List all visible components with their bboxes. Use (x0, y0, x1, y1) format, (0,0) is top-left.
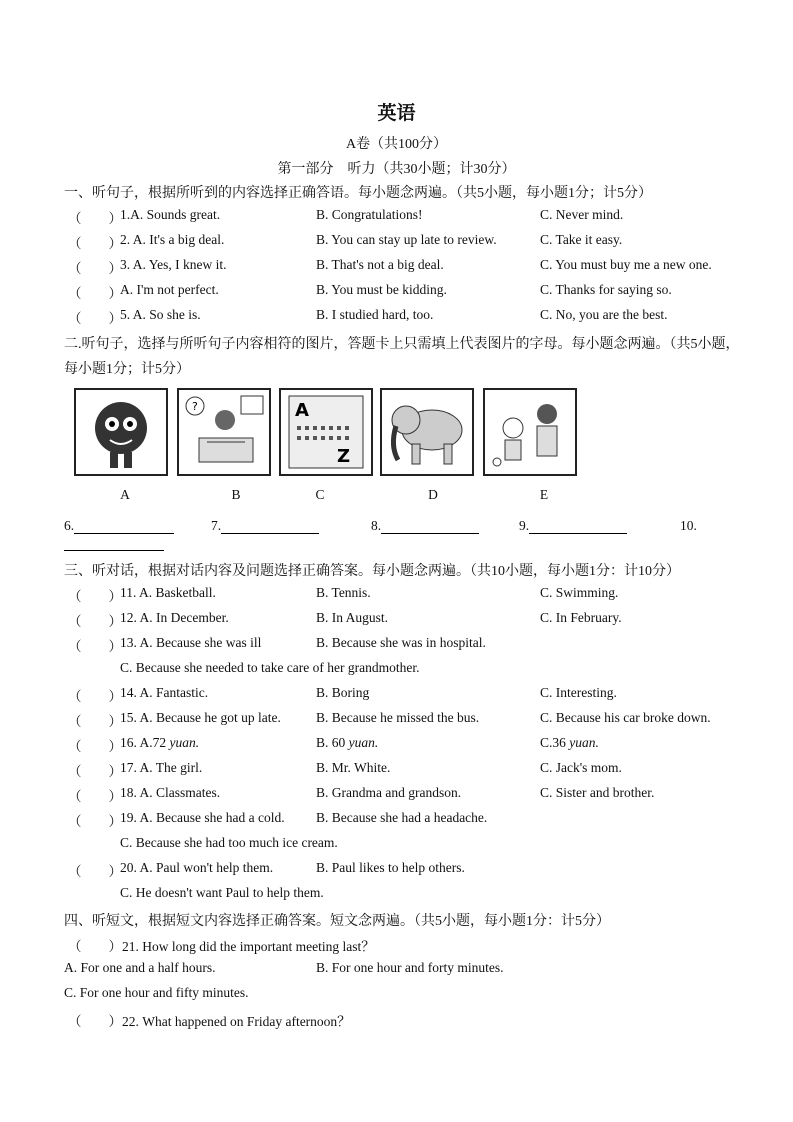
option-text: B. Paul likes to help others. (316, 860, 465, 875)
option-text: C. You must buy me a new one. (540, 257, 712, 272)
option-text: 17. A. The girl. (120, 760, 203, 775)
question-row (64, 635, 744, 655)
answer-blank[interactable] (211, 518, 319, 534)
picture-e-two-children (483, 388, 577, 476)
question-row (64, 207, 744, 227)
option-b (316, 710, 479, 726)
question-row (64, 585, 744, 605)
option-b (316, 257, 444, 273)
part-label: 第一部分 听力（共30小题；计30分） (277, 162, 516, 177)
answer-blank[interactable] (680, 518, 697, 534)
option-text: B. Congratulations! (316, 207, 423, 222)
question-row (64, 760, 744, 780)
option-b (316, 635, 486, 651)
blank-number: 6. (64, 518, 75, 533)
option-text: B. Because he missed the bus. (316, 710, 480, 725)
option-b (316, 810, 487, 826)
blank-line[interactable] (529, 521, 627, 534)
blank-number: 8. (371, 518, 382, 533)
section2-heading-line1: 二.听句子，选择与所听句子内容相符的图片，答题卡上只需填上代表图片的字母。每小题念两遍。（共5小题， (64, 337, 740, 352)
option-b (316, 610, 388, 626)
question-row (64, 685, 744, 705)
picture-label: B (231, 487, 241, 502)
option-text: B. You can stay up late to review. (316, 232, 497, 247)
answer-bracket[interactable]: （ ） (68, 286, 122, 301)
option-text: 3. A. Yes, I knew it. (120, 257, 227, 272)
option-text: 19. A. Because she had a cold. (120, 810, 285, 825)
option-c (540, 735, 599, 751)
option-text: C. Take it easy. (540, 232, 623, 247)
option-text: B. 60 (316, 735, 346, 750)
option-b (316, 735, 378, 751)
option-unit: yuan. (345, 735, 379, 750)
option-text: B. In August. (316, 610, 389, 625)
option-a (120, 232, 224, 248)
option-text: 11. A. Basketball. (120, 585, 216, 600)
answer-bracket[interactable]: （ ） (68, 739, 122, 754)
question-21-option-a: A. For one and a half hours. (64, 960, 216, 975)
option-a (120, 282, 219, 298)
option-text: B. That's not a big deal. (316, 257, 444, 272)
answer-blank-10-line[interactable] (64, 535, 164, 551)
option-c (540, 760, 622, 776)
question-row (64, 232, 744, 252)
option-text: 2. A. It's a big deal. (120, 232, 225, 247)
option-a (120, 710, 281, 726)
question-21: （ ）21. How long did the important meeting last？ (68, 939, 375, 954)
option-a (120, 257, 227, 273)
option-unit: yuan. (166, 735, 200, 750)
option-a (120, 307, 201, 323)
option-text: 14. A. Fantastic. (120, 685, 209, 700)
blank-line[interactable] (381, 521, 479, 534)
blank-number: 7. (211, 518, 222, 533)
picture-label: E (539, 487, 549, 502)
question-row (64, 735, 744, 755)
option-text: B. Because she had a headache. (316, 810, 488, 825)
answer-blank[interactable] (371, 518, 479, 534)
option-c (540, 282, 672, 298)
option-text: B. Boring (316, 685, 370, 700)
option-text: B. Tennis. (316, 585, 371, 600)
question-row (64, 282, 744, 302)
question-row (64, 785, 744, 805)
answer-bracket[interactable]: （ ） (68, 311, 122, 326)
section3-heading: 三、听对话，根据对话内容及问题选择正确答案。每小题念两遍。（共10小题，每小题1分：计10分） (64, 564, 680, 579)
option-c: C. Because she had too much ice cream. (120, 835, 338, 850)
option-continuation (64, 660, 744, 680)
option-text: C. Thanks for saying so. (540, 282, 672, 297)
blank-line[interactable] (74, 521, 174, 534)
option-b (316, 232, 497, 248)
option-a (120, 585, 216, 601)
option-text: B. You must be kidding. (316, 282, 447, 297)
option-c (540, 610, 622, 626)
answer-blank[interactable] (64, 518, 174, 534)
option-text: C. Sister and brother. (540, 785, 655, 800)
option-b (316, 760, 390, 776)
option-a (120, 810, 285, 826)
section4-heading: 四、听短文，根据短文内容选择正确答案。短文念两遍。（共5小题，每小题1分：计5分） (64, 914, 610, 929)
question-row (64, 710, 744, 730)
option-c (540, 257, 712, 273)
option-b (316, 785, 461, 801)
option-text: 5. A. So she is. (120, 307, 201, 322)
option-a (120, 785, 220, 801)
option-b (316, 585, 371, 601)
option-c (540, 585, 618, 601)
option-text: B. Grandma and grandson. (316, 785, 462, 800)
option-b (316, 207, 423, 223)
option-text: 12. A. In December. (120, 610, 229, 625)
option-text: 13. A. Because she was ill (120, 635, 262, 650)
question-row (64, 307, 744, 327)
option-b (316, 685, 369, 701)
answer-bracket[interactable]: （ ） (68, 789, 122, 804)
option-text: C. Because his car broke down. (540, 710, 711, 725)
option-a (120, 610, 229, 626)
question-21-option-b: B. For one hour and forty minutes. (316, 960, 504, 975)
option-text: 15. A. Because he got up late. (120, 710, 281, 725)
option-b (316, 307, 433, 323)
answer-bracket[interactable]: （ ） (68, 864, 122, 879)
picture-b-student-desk (177, 388, 271, 476)
volume-label: A卷（共100分） (345, 137, 448, 152)
picture-c-alphabet-chart (279, 388, 373, 476)
option-text: 20. A. Paul won't help them. (120, 860, 274, 875)
answer-blank[interactable] (519, 518, 627, 534)
svg-text:?: ? (192, 400, 198, 413)
svg-text:A: A (295, 400, 309, 421)
picture-label: C (315, 487, 325, 502)
option-text: B. Mr. White. (316, 760, 391, 775)
option-unit: yuan. (565, 735, 599, 750)
question-row (64, 810, 744, 830)
option-text: C.36 (540, 735, 566, 750)
option-b (316, 282, 447, 298)
option-c (540, 307, 667, 323)
option-text: C. Swimming. (540, 585, 619, 600)
question-row (64, 610, 744, 630)
option-a (120, 685, 208, 701)
option-text: 16. A.72 (120, 735, 167, 750)
option-text: 18. A. Classmates. (120, 785, 221, 800)
question-row (64, 257, 744, 277)
answer-bracket[interactable]: （ ） (68, 589, 122, 604)
picture-label: D (428, 487, 438, 502)
answer-bracket[interactable]: （ ） (68, 639, 122, 654)
picture-a-monster (74, 388, 168, 476)
picture-label: A (120, 487, 130, 502)
option-a (120, 760, 202, 776)
svg-text:Z: Z (337, 446, 351, 467)
option-text: C. Interesting. (540, 685, 617, 700)
answer-bracket[interactable]: （ ） (68, 236, 122, 251)
option-text: C. Jack's mom. (540, 760, 622, 775)
option-a (120, 207, 220, 223)
answer-bracket[interactable]: （ ） (68, 261, 122, 276)
answer-bracket[interactable]: （ ） (68, 764, 122, 779)
option-c (540, 785, 654, 801)
option-c (540, 207, 623, 223)
option-c (540, 685, 617, 701)
blank-line[interactable] (221, 521, 319, 534)
option-text: C. Never mind. (540, 207, 624, 222)
option-text: C. No, you are the best. (540, 307, 668, 322)
blank-number: 9. (519, 518, 530, 533)
option-text: B. Because she was in hospital. (316, 635, 486, 650)
answer-bracket[interactable]: （ ） (68, 714, 122, 729)
picture-d-elephant (380, 388, 474, 476)
option-c (540, 232, 622, 248)
answer-bracket[interactable]: （ ） (68, 689, 122, 704)
option-continuation (64, 885, 744, 905)
option-a (120, 860, 273, 876)
option-c: C. Because she needed to take care of her grandmother. (120, 660, 420, 675)
answer-bracket[interactable]: （ ） (68, 211, 122, 226)
option-text: B. I studied hard, too. (316, 307, 434, 322)
question-22: （ ）22. What happened on Friday afternoon？ (68, 1014, 351, 1029)
option-b (316, 860, 465, 876)
option-continuation (64, 835, 744, 855)
question-21-option-c: C. For one hour and fifty minutes. (64, 985, 249, 1000)
section2-heading-line2: 每小题1分；计5分） (64, 362, 190, 377)
answer-bracket[interactable]: （ ） (68, 614, 122, 629)
option-c: C. He doesn't want Paul to help them. (120, 885, 324, 900)
question-row (64, 860, 744, 880)
section1-heading: 一、听句子，根据所听到的内容选择正确答语。每小题念两遍。（共5小题，每小题1分；计5分） (64, 186, 652, 201)
answer-bracket[interactable]: （ ） (68, 814, 122, 829)
option-text: C. In February. (540, 610, 622, 625)
option-c (540, 710, 711, 726)
option-a (120, 635, 261, 651)
option-text: 1.A. Sounds great. (120, 207, 221, 222)
option-text: A. I'm not perfect. (120, 282, 219, 297)
option-a (120, 735, 199, 751)
blank-number: 10. (680, 518, 697, 533)
page-title: 英语 (377, 103, 416, 124)
